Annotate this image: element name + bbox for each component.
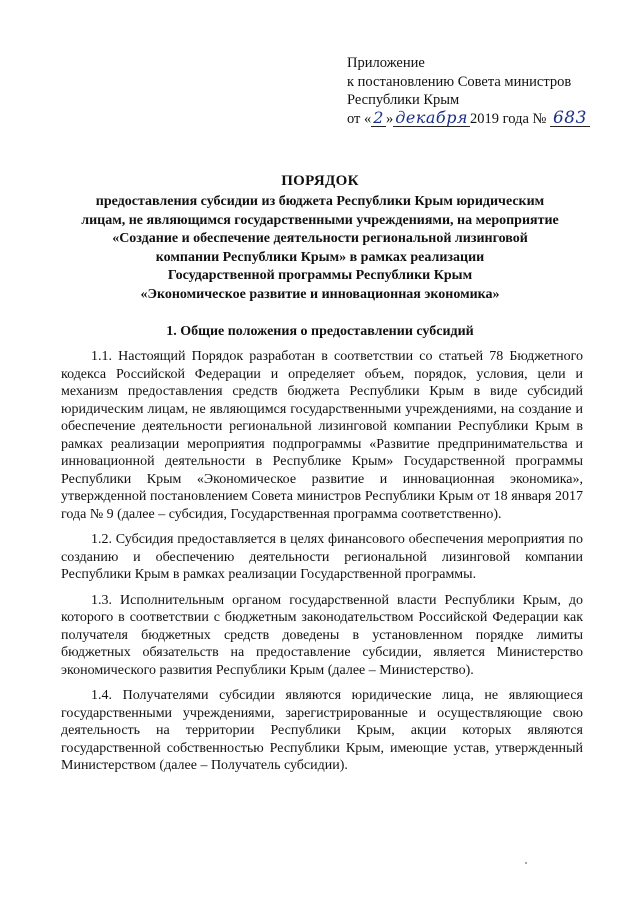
subtitle-line: компании Республики Крым» в рамках реализации — [155, 249, 485, 265]
subtitle-line: «Создание и обеспечение деятельности региональной лизинговой — [112, 231, 528, 246]
appendix-date-line — [347, 107, 627, 129]
handwritten-number: 683 — [550, 110, 590, 127]
subtitle-line: «Экономическое развитие и инновационная экономика» — [140, 286, 500, 302]
subtitle-line: лицам, не являющимся государственными учреждениями, на мероприятие — [81, 212, 559, 228]
paragraph-1-1: 1.1. Настоящий Порядок разработан в соответствии со статьей 78 Бюджетного кодекса Российской Федерации и определяет объем, порядок, условия, цели и механизм предоставления средств бюджета Республики Крым в виде субсидий юридическим лицам, не являющимся государственными учреждениями, на создание и обеспечение деятельности региональной лизинговой компании Республики Крым в рамках реализации мероприятия подпрограммы «Развитие предпринимательства и инновационной деятельности в Республике Крым» Государственной программы Республики Крым «Экономическое развитие и инновационная экономика», утвержденной постановлением Совета министров Республики Крым от 18 января 2017 года № 9 (далее – субсидия, Государственная программа соответственно). — [61, 349, 583, 522]
handwritten-day: 2 — [373, 107, 384, 127]
scan-speck — [525, 862, 527, 864]
date-year: 2019 года № — [470, 110, 547, 127]
date-mid: » — [385, 110, 394, 127]
appendix-republic-line: Республики Крым — [347, 92, 460, 108]
handwritten-month: декабря — [395, 107, 469, 127]
paragraph-1-4: 1.4. Получателями субсидии являются юридические лица, не являющиеся государственными учреждениями, зарегистрированные и осуществляющие свою деятельность на территории Республики Крым, акции которых являются государственной собственностью Республики Крым, имеющие устав, утвержденный Министерством (далее – Получатель субсидии). — [61, 688, 583, 773]
section-heading: 1. Общие положения о предоставлении субсидий — [166, 324, 474, 339]
appendix-resolution-line: к постановлению Совета министров — [347, 73, 572, 90]
document-body — [61, 348, 583, 783]
subtitle-line: предоставления субсидии из бюджета Республики Крым юридическим — [95, 194, 545, 209]
document-title: ПОРЯДОК — [281, 173, 359, 189]
appendix-label: Приложение — [347, 55, 425, 71]
appendix-block — [347, 54, 627, 128]
paragraph-1-3: 1.3. Исполнительным органом государственной власти Республики Крым, до которого в соответствии с бюджетным законодательством Российской Федерации как получателя бюджетных средств доведены в установленном порядке лимиты бюджетных обязательств на предоставление субсидии, является Министерство экономического развития Республики Крым (далее – Министерство). — [61, 592, 583, 678]
document-subtitle — [60, 193, 580, 304]
paragraph-1-2: 1.2. Субсидия предоставляется в целях финансового обеспечения мероприятия по созданию и обеспечению деятельности региональной лизинговой компании Республики Крым в рамках реализации Государственной программы. — [61, 532, 583, 582]
date-prefix: от « — [347, 110, 372, 127]
subtitle-line: Государственной программы Республики Крым — [167, 268, 473, 283]
